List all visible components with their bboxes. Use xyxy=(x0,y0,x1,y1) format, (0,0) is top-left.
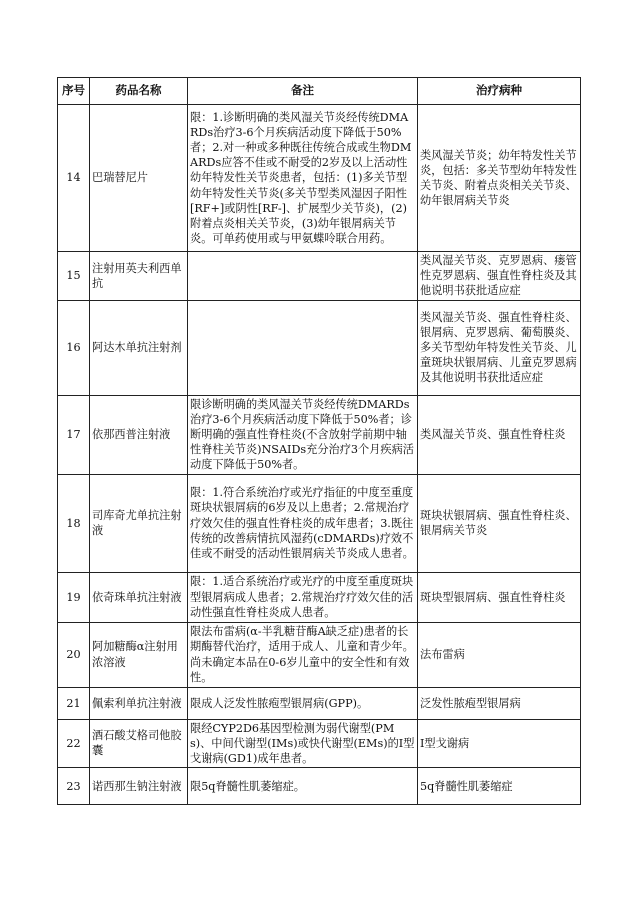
row-no: 15 xyxy=(58,252,90,301)
table-row xyxy=(58,719,581,768)
row-disease: 类风湿关节炎；幼年特发性关节炎，包括：多关节型幼年特发性关节炎、附着点炎相关关节炎、幼年银屑病关节炎 xyxy=(418,105,581,252)
row-note: 限5q脊髓性肌萎缩症。 xyxy=(188,768,418,805)
header-note: 备注 xyxy=(188,78,418,105)
row-drug-name: 酒石酸艾格司他胶囊 xyxy=(90,719,188,768)
row-note: 限成人泛发性脓疱型银屑病(GPP)。 xyxy=(188,687,418,719)
row-no: 20 xyxy=(58,622,90,687)
row-drug-name: 依那西普注射液 xyxy=(90,395,188,474)
row-no: 14 xyxy=(58,105,90,252)
row-disease: Ⅰ型戈谢病 xyxy=(418,719,581,768)
row-drug-name: 佩索利单抗注射液 xyxy=(90,687,188,719)
row-disease: 斑块型银屑病、强直性脊柱炎 xyxy=(418,572,581,622)
header-row xyxy=(58,78,581,105)
row-disease: 泛发性脓疱型银屑病 xyxy=(418,687,581,719)
table-row xyxy=(58,768,581,805)
row-note: 限：1.适合系统治疗或光疗的中度至重度斑块型银屑病成人患者；2.常规治疗疗效欠佳的活动性强直性脊柱炎成人患者。 xyxy=(188,572,418,622)
table-row xyxy=(58,622,581,687)
table-row xyxy=(58,687,581,719)
row-drug-name: 阿达木单抗注射剂 xyxy=(90,300,188,395)
row-disease: 斑块状银屑病、强直性脊柱炎、银屑病关节炎 xyxy=(418,474,581,572)
row-note: 限诊断明确的类风湿关节炎经传统DMARDs治疗3-6个月疾病活动度下降低于50%者；诊断明确的强直性脊柱炎(不含放射学前期中轴性脊柱关节炎)NSAIDs充分治疗3个月疾病活动度下降低于50%者。 xyxy=(188,395,418,474)
row-no: 21 xyxy=(58,687,90,719)
row-drug-name: 司库奇尤单抗注射液 xyxy=(90,474,188,572)
drug-table xyxy=(57,77,581,805)
row-drug-name: 阿加糖酶α注射用浓溶液 xyxy=(90,622,188,687)
row-drug-name: 注射用英夫利西单抗 xyxy=(90,252,188,301)
row-no: 23 xyxy=(58,768,90,805)
header-disease: 治疗病种 xyxy=(418,78,581,105)
table-row xyxy=(58,572,581,622)
row-note xyxy=(188,300,418,395)
row-no: 16 xyxy=(58,300,90,395)
header-no: 序号 xyxy=(58,78,90,105)
table-row xyxy=(58,395,581,474)
header-name: 药品名称 xyxy=(90,78,188,105)
row-disease: 类风湿关节炎、强直性脊柱炎、银屑病、克罗恩病、葡萄膜炎、多关节型幼年特发性关节炎、儿童斑块状银屑病、儿童克罗恩病及其他说明书获批适应症 xyxy=(418,300,581,395)
row-disease: 类风湿关节炎、克罗恩病、瘘管性克罗恩病、强直性脊柱炎及其他说明书获批适应症 xyxy=(418,252,581,301)
row-note: 限：1.诊断明确的类风湿关节炎经传统DMARDs治疗3-6个月疾病活动度下降低于50%者；2.对一种或多种既往传统合成或生物DMARDs应答不佳或不耐受的2岁及以上活动性幼年特发性关节炎患者，包括：(1)多关节型幼年特发性关节炎(多关节型类风湿因子阳性[RF+]或阴性[RF-]、扩展型少关节炎)，(2)附着点炎相关关节炎，(3)幼年银屑病关节炎。可单药使用或与甲氨蝶呤联合用药。 xyxy=(188,105,418,252)
row-drug-name: 依奇珠单抗注射液 xyxy=(90,572,188,622)
table-row xyxy=(58,252,581,301)
row-note: 限法布雷病(α-半乳糖苷酶A缺乏症)患者的长期酶替代治疗，适用于成人、儿童和青少年。尚未确定本品在0-6岁儿童中的安全性和有效性。 xyxy=(188,622,418,687)
row-note: 限经CYP2D6基因型检测为弱代谢型(PMs)、中间代谢型(IMs)或快代谢型(EMs)的Ⅰ型戈谢病(GD1)成年患者。 xyxy=(188,719,418,768)
row-disease: 法布雷病 xyxy=(418,622,581,687)
row-note: 限：1.符合系统治疗或光疗指征的中度至重度斑块状银屑病的6岁及以上患者；2.常规治疗疗效欠佳的强直性脊柱炎的成年患者；3.既往传统的改善病情抗风湿药(cDMARDs)疗效不佳或不耐受的活动性银屑病关节炎成人患者。 xyxy=(188,474,418,572)
document-page xyxy=(57,77,581,805)
row-drug-name: 巴瑞替尼片 xyxy=(90,105,188,252)
row-no: 22 xyxy=(58,719,90,768)
row-no: 18 xyxy=(58,474,90,572)
row-no: 19 xyxy=(58,572,90,622)
table-row xyxy=(58,474,581,572)
row-no: 17 xyxy=(58,395,90,474)
row-disease: 类风湿关节炎、强直性脊柱炎 xyxy=(418,395,581,474)
row-drug-name: 诺西那生钠注射液 xyxy=(90,768,188,805)
table-row xyxy=(58,105,581,252)
table-row xyxy=(58,300,581,395)
row-disease: 5q脊髓性肌萎缩症 xyxy=(418,768,581,805)
row-note xyxy=(188,252,418,301)
